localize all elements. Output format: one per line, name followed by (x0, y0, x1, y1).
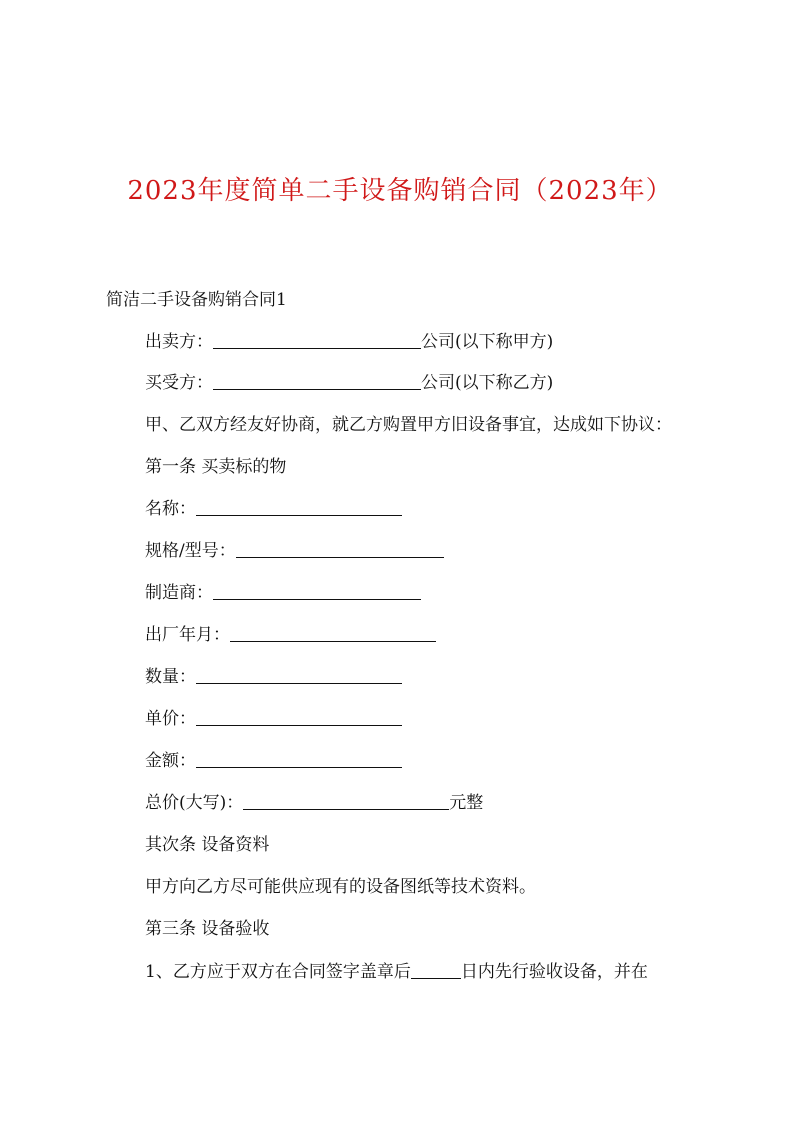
buyer-line (145, 371, 553, 395)
article2-text: 甲方向乙方尽可能供应现有的设备图纸等技术资料。 (145, 877, 536, 897)
date-label: 出厂年月： (145, 625, 230, 645)
unit-price-field (145, 707, 402, 731)
contract-subtitle: 简洁二手设备购销合同1 (106, 290, 287, 310)
date-blank (230, 625, 436, 642)
name-label: 名称： (145, 499, 196, 519)
qty-label: 数量： (145, 667, 196, 687)
buyer-label: 买受方： (145, 373, 213, 393)
article2-heading: 其次条 设备资料 (145, 835, 270, 855)
buyer-suffix: 公司(以下称乙方) (421, 373, 554, 393)
total-suffix: 元整 (449, 793, 484, 813)
article3-item1-end: 日内先行验收设备，并在 (460, 962, 648, 982)
unit-price-blank (196, 709, 402, 726)
maker-field (145, 581, 421, 605)
seller-blank (213, 332, 421, 349)
model-blank (236, 541, 444, 558)
model-label: 规格/型号： (145, 541, 236, 561)
maker-label: 制造商： (145, 583, 213, 603)
maker-blank (213, 583, 421, 600)
article1-heading: 第一条 买卖标的物 (145, 457, 287, 477)
article3-item1-start: 1、乙方应于双方在合同签字盖章后 (145, 962, 411, 982)
seller-label: 出卖方： (145, 332, 213, 352)
qty-blank (196, 667, 402, 684)
article3-item1 (145, 960, 648, 984)
buyer-blank (213, 373, 421, 390)
name-blank (196, 499, 402, 516)
date-field (145, 623, 436, 647)
amount-blank (196, 751, 402, 768)
seller-line (145, 330, 553, 354)
total-field (145, 791, 483, 815)
model-field (145, 539, 444, 563)
article3-heading: 第三条 设备验收 (145, 919, 270, 939)
qty-field (145, 665, 402, 689)
document-title: 2023年度简单二手设备购销合同（2023年） (127, 176, 673, 206)
total-label: 总价(大写)： (145, 793, 244, 813)
seller-suffix: 公司(以下称甲方) (421, 332, 554, 352)
days-blank (411, 962, 461, 979)
amount-field (145, 749, 402, 773)
total-blank (243, 793, 449, 810)
intro-paragraph: 甲、乙双方经友好协商，就乙方购置甲方旧设备事宜，达成如下协议： (145, 415, 672, 435)
name-field (145, 497, 402, 521)
amount-label: 金额： (145, 751, 196, 771)
unit-price-label: 单价： (145, 709, 196, 729)
